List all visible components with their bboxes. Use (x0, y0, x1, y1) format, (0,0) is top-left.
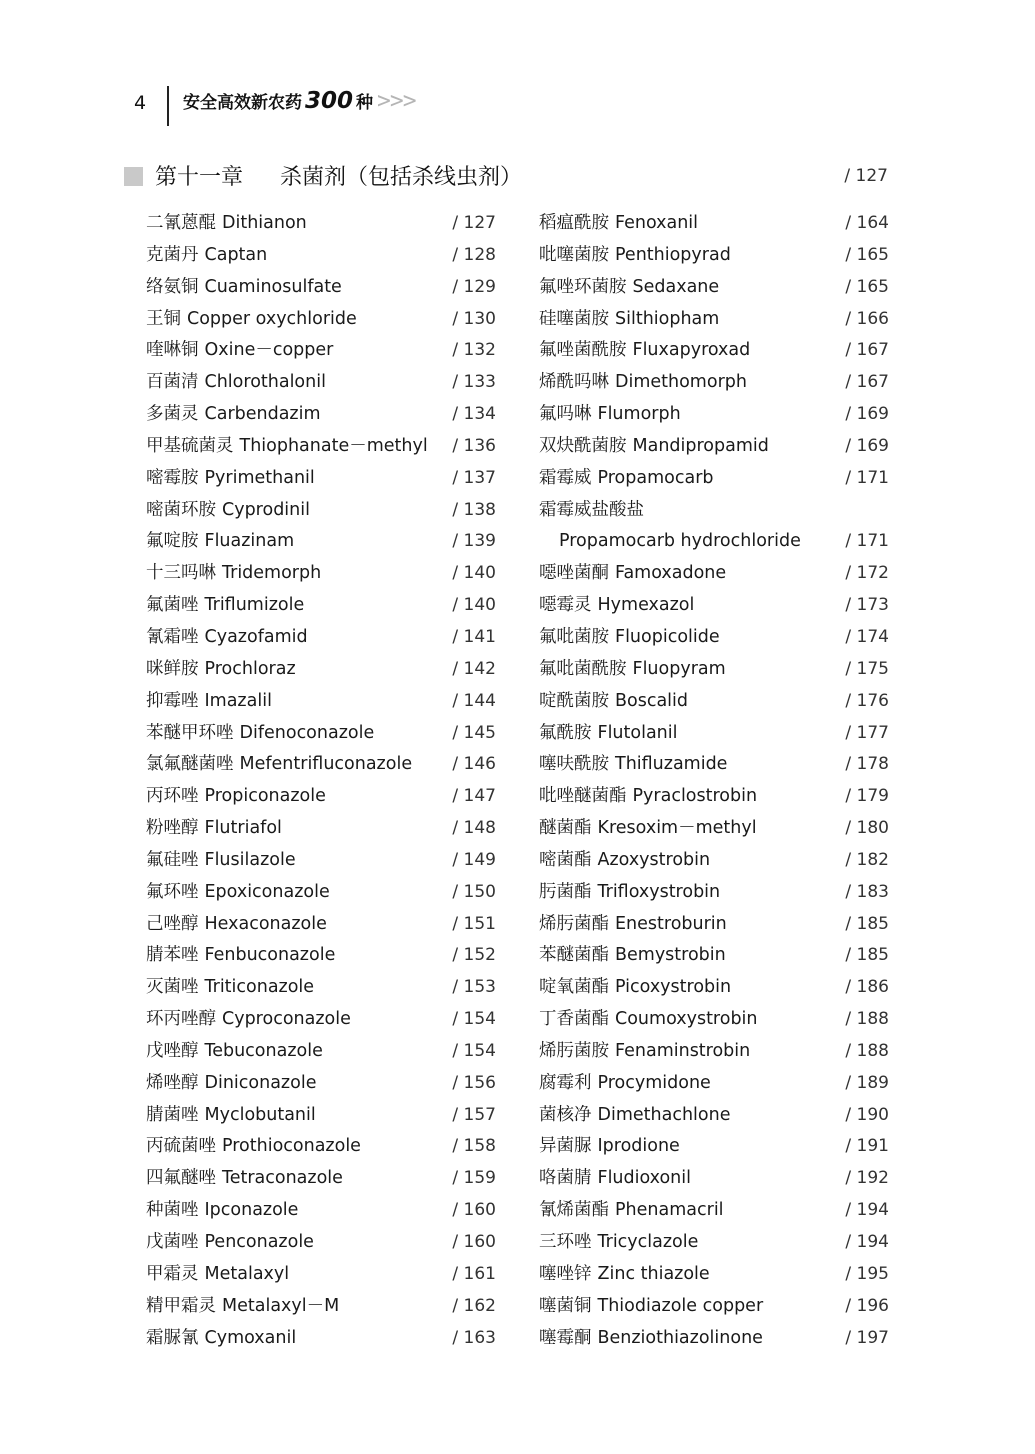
toc-entry-page: / 169 (845, 404, 889, 425)
toc-entry-chinese-name: 氟酰胺 (539, 722, 592, 743)
toc-entry-english-name: Cyprodinil (222, 499, 310, 520)
toc-entry-english-name: Oxine－copper (204, 340, 334, 361)
toc-entry[interactable] (539, 240, 889, 272)
toc-entry[interactable] (539, 367, 889, 399)
toc-entry-english-name: Flutriafol (204, 818, 282, 839)
toc-entry-english-name: Propamocarb (597, 467, 714, 488)
toc-entry[interactable] (539, 940, 889, 972)
toc-entry-page: / 167 (845, 372, 889, 393)
toc-entry-english-name: Procymidone (597, 1072, 711, 1093)
toc-entry-page: / 145 (452, 722, 496, 743)
toc-left-column (146, 208, 496, 1354)
toc-entry[interactable] (146, 1323, 496, 1355)
toc-entry-page: / 177 (845, 722, 889, 743)
book-title-text: 安全高效新农药 (183, 93, 302, 113)
toc-entry-chinese-name: 肟菌酯 (539, 881, 592, 902)
toc-entry-chinese-name: 三环唑 (539, 1232, 592, 1252)
toc-entry[interactable] (539, 1036, 889, 1068)
toc-entry[interactable] (539, 972, 889, 1004)
toc-entry-page: / 195 (845, 1263, 889, 1284)
toc-entry-english-name: Tetraconazole (222, 1168, 343, 1189)
toc-entry[interactable] (146, 526, 496, 558)
toc-entry-page: / 158 (452, 1136, 496, 1157)
toc-entry-english-name: Cymoxanil (204, 1327, 297, 1348)
toc-entry-english-name: Copper oxychloride (187, 308, 357, 329)
toc-entry-english-name: Triflumizole (204, 595, 305, 616)
toc-entry-english-name: Diniconazole (204, 1072, 317, 1093)
toc-entry[interactable] (539, 495, 889, 527)
toc-entry[interactable] (539, 622, 889, 654)
toc-entry-page: / 129 (452, 276, 496, 297)
toc-entry[interactable] (539, 654, 889, 686)
toc-entry-page: / 169 (845, 435, 889, 456)
toc-entry[interactable] (146, 335, 496, 367)
toc-entry-english-name: Fluopyram (632, 658, 726, 679)
toc-entry[interactable] (146, 622, 496, 654)
toc-entry-chinese-name: 己唑醇 (146, 913, 199, 934)
toc-entry-chinese-name: 咪鲜胺 (146, 658, 199, 679)
toc-entry-english-name: Pyraclostrobin (632, 786, 758, 807)
toc-entry-page: / 130 (452, 308, 496, 329)
toc-entry-english-name: Phenamacril (615, 1200, 724, 1221)
toc-entry-english-name: Dithianon (222, 213, 307, 233)
page-number: 4 (134, 92, 147, 114)
toc-entry-english-name: Ipconazole (204, 1200, 299, 1221)
toc-entry-chinese-name: 吡噻菌胺 (539, 244, 609, 265)
toc-entry-chinese-name: 噻菌铜 (539, 1295, 592, 1316)
toc-entry-chinese-name: 稻瘟酰胺 (539, 213, 609, 233)
toc-entry[interactable] (539, 272, 889, 304)
toc-entry[interactable] (146, 1259, 496, 1291)
toc-entry[interactable] (539, 558, 889, 590)
toc-entry[interactable] (146, 1100, 496, 1132)
toc-entry-english-name: Fludioxonil (597, 1168, 691, 1189)
toc-entry-chinese-name: 霜霉威盐酸盐 (539, 499, 644, 520)
toc-entry-english-name: Difenoconazole (239, 722, 375, 743)
toc-entry-page: / 188 (845, 1040, 889, 1061)
chapter-number: 第十一章 (155, 165, 244, 190)
toc-entry-chinese-name: 氟吗啉 (539, 404, 592, 425)
toc-entry-english-name: Imazalil (204, 690, 272, 711)
toc-entry-english-name: Azoxystrobin (597, 849, 711, 870)
toc-entry[interactable] (539, 1004, 889, 1036)
toc-entry[interactable] (146, 845, 496, 877)
toc-entry-english-name: Propamocarb hydrochloride (559, 531, 801, 552)
toc-entry-page: / 178 (845, 754, 889, 775)
toc-entry[interactable] (146, 495, 496, 527)
toc-entry[interactable] (539, 590, 889, 622)
toc-entry[interactable] (146, 718, 496, 750)
toc-entry-chinese-name: 氯氟醚菌唑 (146, 754, 234, 775)
toc-entry[interactable] (146, 781, 496, 813)
toc-entry-page: / 161 (452, 1263, 496, 1284)
toc-entry-english-name: Hexaconazole (204, 913, 327, 934)
toc-entry-chinese-name: 啶氧菌酯 (539, 977, 609, 998)
toc-entry-chinese-name: 二氰蒽醌 (146, 213, 216, 233)
toc-entry-page: / 138 (452, 499, 496, 520)
toc-entry-page: / 133 (452, 372, 496, 393)
toc-entry-english-name: Epoxiconazole (204, 881, 330, 902)
toc-entry-english-name: Zinc thiazole (597, 1263, 710, 1284)
toc-entry-english-name: Fenbuconazole (204, 945, 336, 966)
toc-entry-chinese-name: 噻呋酰胺 (539, 754, 609, 775)
toc-entry-page: / 139 (452, 531, 496, 552)
toc-entry[interactable] (539, 1195, 889, 1227)
toc-entry[interactable] (539, 1259, 889, 1291)
toc-entry-page: / 134 (452, 404, 496, 425)
toc-entry-chinese-name: 噁霉灵 (539, 595, 592, 616)
toc-entry-chinese-name: 烯肟菌胺 (539, 1040, 609, 1061)
toc-entry-english-name: Pyrimethanil (204, 467, 315, 488)
toc-entry-english-name: Cyproconazole (222, 1009, 351, 1030)
toc-entry-page: / 194 (845, 1232, 889, 1252)
chapter-marker-icon (124, 167, 143, 186)
toc-entry-page: / 142 (452, 658, 496, 679)
toc-entry[interactable] (146, 399, 496, 431)
toc-entry-chinese-name: 甲霜灵 (146, 1263, 199, 1284)
toc-entry-page: / 162 (452, 1295, 496, 1316)
toc-entry-chinese-name: 氰霜唑 (146, 626, 199, 647)
toc-entry-english-name: Flusilazole (204, 849, 296, 870)
toc-entry[interactable] (146, 1131, 496, 1163)
toc-entry-page: / 166 (845, 308, 889, 329)
toc-entry[interactable] (146, 749, 496, 781)
toc-entry-english-name: Iprodione (597, 1136, 680, 1157)
toc-entry-page: / 159 (452, 1168, 496, 1189)
toc-entry[interactable] (539, 1068, 889, 1100)
toc-entry-english-name: Sedaxane (632, 276, 720, 297)
toc-entry-chinese-name: 王铜 (146, 308, 181, 329)
toc-entry-chinese-name: 吡唑醚菌酯 (539, 786, 627, 807)
toc-entry[interactable] (539, 208, 889, 240)
toc-entry-chinese-name: 氟啶胺 (146, 531, 199, 552)
toc-entry-page: / 167 (845, 340, 889, 361)
toc-entry-chinese-name: 喹啉铜 (146, 340, 199, 361)
toc-entry[interactable] (146, 909, 496, 941)
toc-entry[interactable] (146, 1163, 496, 1195)
toc-entry[interactable] (539, 877, 889, 909)
chapter-title: 杀菌剂（包括杀线虫剂） (280, 165, 523, 190)
toc-entry[interactable] (146, 1004, 496, 1036)
toc-entry-chinese-name: 氰烯菌酯 (539, 1200, 609, 1221)
toc-entry-chinese-name: 丁香菌酯 (539, 1009, 609, 1030)
toc-entry-page: / 136 (452, 435, 496, 456)
toc-entry-page: / 144 (452, 690, 496, 711)
toc-entry-chinese-name: 丙环唑 (146, 786, 199, 807)
toc-entry-english-name: Myclobutanil (204, 1104, 316, 1125)
toc-entry-page: / 156 (452, 1072, 496, 1093)
toc-entry-page: / 146 (452, 754, 496, 775)
toc-entry-english-name: Fenoxanil (615, 213, 699, 233)
toc-entry-page: / 132 (452, 340, 496, 361)
chapter-heading[interactable] (124, 160, 888, 196)
toc-entry-chinese-name: 粉唑醇 (146, 818, 199, 839)
toc-entry[interactable] (146, 877, 496, 909)
toc-entry-english-name: Captan (204, 244, 268, 265)
toc-entry-chinese-name: 丙硫菌唑 (146, 1136, 216, 1157)
book-title (183, 88, 416, 114)
toc-entry-chinese-name: 氟唑菌酰胺 (539, 340, 627, 361)
toc-entry-chinese-name: 硅噻菌胺 (539, 308, 609, 329)
toc-entry-page: / 154 (452, 1040, 496, 1061)
toc-entry-page: / 151 (452, 913, 496, 934)
toc-entry-chinese-name: 苯醚甲环唑 (146, 722, 234, 743)
toc-entry-page: / 174 (845, 626, 889, 647)
toc-entry-english-name: Prochloraz (204, 658, 296, 679)
toc-entry[interactable] (146, 940, 496, 972)
toc-entry-page: / 173 (845, 595, 889, 616)
toc-entry[interactable] (146, 1227, 496, 1259)
toc-entry-page: / 192 (845, 1168, 889, 1189)
toc-entry[interactable] (539, 1323, 889, 1355)
toc-entry-chinese-name: 氟唑环菌胺 (539, 276, 627, 297)
toc-entry[interactable] (146, 558, 496, 590)
toc-entry[interactable] (539, 749, 889, 781)
toc-entry[interactable] (146, 304, 496, 336)
toc-entry-page: / 154 (452, 1009, 496, 1030)
toc-entry-chinese-name: 四氟醚唑 (146, 1168, 216, 1189)
toc-entry-page: / 137 (452, 467, 496, 488)
book-title-arrows: >>> (377, 88, 416, 114)
toc-entry-english-name: Penconazole (204, 1232, 314, 1252)
toc-entry-english-name: Fluazinam (204, 531, 295, 552)
toc-entry-page: / 150 (452, 881, 496, 902)
toc-entry-page: / 141 (452, 626, 496, 647)
toc-entry[interactable] (146, 431, 496, 463)
toc-entry-chinese-name: 腐霉利 (539, 1072, 592, 1093)
toc-entry-chinese-name: 甲基硫菌灵 (146, 435, 234, 456)
toc-entry-english-name: Silthiopham (615, 308, 720, 329)
toc-entry[interactable] (146, 240, 496, 272)
toc-entry-chinese-name: 氟吡菌胺 (539, 626, 609, 647)
toc-entry[interactable] (539, 1163, 889, 1195)
toc-entry-english-name: Kresoxim－methyl (597, 818, 757, 839)
toc-entry-english-name: Mandipropamid (632, 435, 769, 456)
toc-entry-chinese-name: 苯醚菌酯 (539, 945, 609, 966)
toc-entry-page: / 197 (845, 1327, 889, 1348)
toc-entry-english-name: Famoxadone (615, 563, 727, 584)
toc-entry-english-name: Cyazofamid (204, 626, 308, 647)
toc-entry-chinese-name: 烯唑醇 (146, 1072, 199, 1093)
toc-entry-english-name: Thifluzamide (615, 754, 728, 775)
toc-entry-page: / 160 (452, 1232, 496, 1252)
toc-entry-page: / 182 (845, 849, 889, 870)
toc-entry-english-name: Carbendazim (204, 404, 321, 425)
toc-entry-english-name: Thiodiazole copper (597, 1295, 764, 1316)
toc-entry[interactable] (146, 972, 496, 1004)
toc-entry-english-name: Propiconazole (204, 786, 326, 807)
toc-entry-english-name: Enestroburin (615, 913, 727, 934)
toc-entry-chinese-name: 克菌丹 (146, 244, 199, 265)
toc-entry-chinese-name: 醚菌酯 (539, 818, 592, 839)
toc-entry-page: / 185 (845, 945, 889, 966)
toc-entry-page: / 152 (452, 945, 496, 966)
toc-entry-english-name: Triticonazole (204, 977, 315, 998)
toc-entry-page: / 164 (845, 213, 889, 233)
toc-entry-page: / 157 (452, 1104, 496, 1125)
toc-entry-chinese-name: 十三吗啉 (146, 563, 216, 584)
toc-entry-page: / 189 (845, 1072, 889, 1093)
toc-entry-page: / 153 (452, 977, 496, 998)
toc-entry-chinese-name: 氟环唑 (146, 881, 199, 902)
toc-entry[interactable] (539, 335, 889, 367)
toc-entry-english-name: Boscalid (615, 690, 689, 711)
toc-entry[interactable] (146, 1068, 496, 1100)
toc-entry[interactable] (539, 845, 889, 877)
toc-entry-page: / 176 (845, 690, 889, 711)
toc-entry-page: / 179 (845, 786, 889, 807)
toc-entry-page: / 128 (452, 244, 496, 265)
toc-entry-chinese-name: 噻霉酮 (539, 1327, 592, 1348)
toc-entry-chinese-name: 咯菌腈 (539, 1168, 592, 1189)
toc-entry[interactable] (146, 367, 496, 399)
toc-entry-page: / 148 (452, 818, 496, 839)
toc-entry-page: / 196 (845, 1295, 889, 1316)
toc-entry[interactable] (146, 272, 496, 304)
toc-entry[interactable] (539, 718, 889, 750)
toc-entry-english-name: Metalaxyl－M (222, 1295, 340, 1316)
toc-entry[interactable] (146, 1195, 496, 1227)
toc-entry-english-name: Flumorph (597, 404, 681, 425)
toc-entry-chinese-name: 霜脲氰 (146, 1327, 199, 1348)
toc-entry-chinese-name: 霜霉威 (539, 467, 592, 488)
toc-entry[interactable] (539, 781, 889, 813)
toc-entry-chinese-name: 戊唑醇 (146, 1040, 199, 1061)
toc-entry-chinese-name: 双炔酰菌胺 (539, 435, 627, 456)
toc-entry-english-name: Chlorothalonil (204, 372, 326, 393)
toc-entry-chinese-name: 异菌脲 (539, 1136, 592, 1157)
toc-entry-english-name: Penthiopyrad (615, 244, 731, 265)
toc-entry-page: / 172 (845, 563, 889, 584)
toc-entry-english-name: Flutolanil (597, 722, 678, 743)
toc-entry-page: / 185 (845, 913, 889, 934)
toc-entry-page: / 160 (452, 1200, 496, 1221)
toc-entry-english-name: Dimethachlone (597, 1104, 731, 1125)
toc-entry-english-name: Prothioconazole (222, 1136, 361, 1157)
toc-entry[interactable] (539, 463, 889, 495)
toc-entry[interactable] (539, 1100, 889, 1132)
toc-entry-chinese-name: 环丙唑醇 (146, 1009, 216, 1030)
book-title-number: 300 (305, 88, 354, 114)
toc-entry-chinese-name: 烯酰吗啉 (539, 372, 609, 393)
toc-entry[interactable] (539, 431, 889, 463)
book-title-suffix: 种 (356, 93, 374, 113)
toc-entry-english-name: Fenaminstrobin (615, 1040, 751, 1061)
toc-entry[interactable] (146, 208, 496, 240)
toc-entry-page: / 149 (452, 849, 496, 870)
toc-entry-english-name: Trifloxystrobin (597, 881, 721, 902)
toc-entry-chinese-name: 噁唑菌酮 (539, 563, 609, 584)
toc-entry-chinese-name: 戊菌唑 (146, 1232, 199, 1252)
toc-entry-english-name: Tebuconazole (204, 1040, 323, 1061)
toc-entry-chinese-name: 抑霉唑 (146, 690, 199, 711)
header-divider (167, 86, 169, 126)
toc-entry[interactable] (539, 304, 889, 336)
toc-entry-english-name: Metalaxyl (204, 1263, 290, 1284)
toc-entry-chinese-name: 络氨铜 (146, 276, 199, 297)
toc-entry-page: / 188 (845, 1009, 889, 1030)
toc-entry-chinese-name: 精甲霜灵 (146, 1295, 216, 1316)
toc-entry[interactable] (146, 1036, 496, 1068)
toc-entry-chinese-name: 氟菌唑 (146, 595, 199, 616)
toc-entry[interactable] (539, 1227, 889, 1259)
toc-entry-page: / 183 (845, 881, 889, 902)
toc-entry-page: / 171 (845, 531, 889, 552)
toc-entry[interactable] (146, 813, 496, 845)
toc-entry-english-name: Bemystrobin (615, 945, 726, 966)
toc-entry-english-name: Fluxapyroxad (632, 340, 751, 361)
chapter-page-number: / 127 (844, 166, 888, 186)
toc-entry-page: / 163 (452, 1327, 496, 1348)
toc-entry-page: / 186 (845, 977, 889, 998)
toc-entry[interactable] (146, 686, 496, 718)
toc-entry[interactable] (539, 813, 889, 845)
toc-entry-english-name: Tridemorph (222, 563, 322, 584)
toc-entry-chinese-name: 腈苯唑 (146, 945, 199, 966)
toc-entry-page: / 140 (452, 563, 496, 584)
toc-entry-chinese-name: 啶酰菌胺 (539, 690, 609, 711)
toc-entry-english-name: Thiophanate－methyl (239, 435, 428, 456)
toc-entry-chinese-name: 嘧菌酯 (539, 849, 592, 870)
toc-entry[interactable] (539, 686, 889, 718)
toc-entry[interactable] (146, 1291, 496, 1323)
toc-entry-page: / 194 (845, 1200, 889, 1221)
toc-entry[interactable] (539, 1131, 889, 1163)
toc-entry-chinese-name: 噻唑锌 (539, 1263, 592, 1284)
toc-entry-english-name: Tricyclazole (597, 1232, 699, 1252)
toc-entry[interactable] (539, 399, 889, 431)
toc-entry-chinese-name: 嘧霉胺 (146, 467, 199, 488)
toc-entry-page: / 171 (845, 467, 889, 488)
toc-entry-page: / 190 (845, 1104, 889, 1125)
toc-entry-page: / 165 (845, 244, 889, 265)
toc-entry[interactable] (539, 1291, 889, 1323)
toc-entry-english-name: Coumoxystrobin (615, 1009, 758, 1030)
toc-entry[interactable] (146, 590, 496, 622)
toc-entry-chinese-name: 氟吡菌酰胺 (539, 658, 627, 679)
toc-entry-english-name: Fluopicolide (615, 626, 720, 647)
toc-entry-page: / 175 (845, 658, 889, 679)
toc-entry-chinese-name: 灭菌唑 (146, 977, 199, 998)
toc-entry-page: / 147 (452, 786, 496, 807)
toc-entry-english-name: Cuaminosulfate (204, 276, 342, 297)
toc-entry-english-name: Mefentrifluconazole (239, 754, 413, 775)
toc-right-column (539, 208, 889, 1354)
toc-entry-chinese-name: 腈菌唑 (146, 1104, 199, 1125)
toc-entry-chinese-name: 多菌灵 (146, 404, 199, 425)
toc-entry[interactable] (539, 526, 889, 558)
toc-entry-english-name: Dimethomorph (615, 372, 747, 393)
toc-entry-chinese-name: 菌核净 (539, 1104, 592, 1125)
toc-entry[interactable] (539, 909, 889, 941)
toc-entry-page: / 127 (452, 213, 496, 233)
toc-entry[interactable] (146, 463, 496, 495)
toc-entry-chinese-name: 氟硅唑 (146, 849, 199, 870)
toc-entry-page: / 140 (452, 595, 496, 616)
toc-entry-chinese-name: 烯肟菌酯 (539, 913, 609, 934)
toc-entry-chinese-name: 种菌唑 (146, 1200, 199, 1221)
toc-entry-page: / 191 (845, 1136, 889, 1157)
toc-entry-page: / 165 (845, 276, 889, 297)
toc-entry-english-name: Hymexazol (597, 595, 695, 616)
toc-entry-english-name: Picoxystrobin (615, 977, 732, 998)
toc-entry[interactable] (146, 654, 496, 686)
toc-entry-chinese-name: 百菌清 (146, 372, 199, 393)
toc-entry-chinese-name: 嘧菌环胺 (146, 499, 216, 520)
toc-entry-page: / 180 (845, 818, 889, 839)
toc-entry-english-name: Benziothiazolinone (597, 1327, 763, 1348)
